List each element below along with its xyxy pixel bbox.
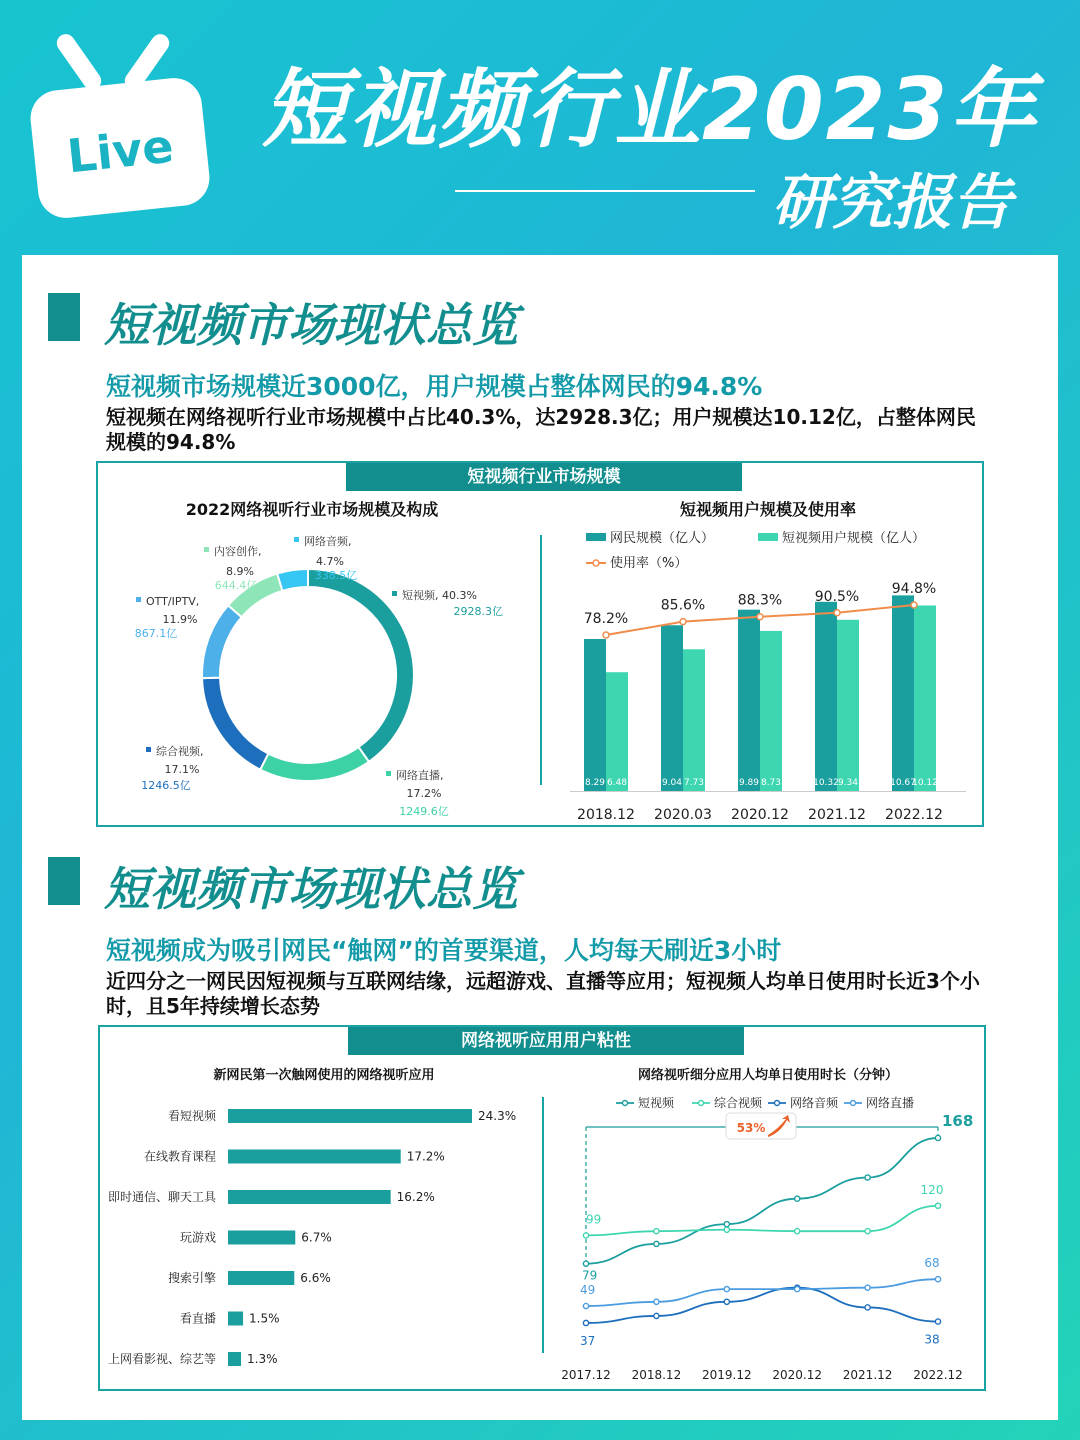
legend-label: 网民规模（亿人） (610, 531, 715, 546)
donut-label: 短视频, 40.3% (402, 589, 477, 602)
donut-percent: 11.9% (162, 613, 198, 626)
series-point (724, 1299, 729, 1304)
bar-internet-users (661, 625, 683, 791)
donut-label: 网络音频, (304, 535, 352, 548)
usage-rate-label: 78.2% (583, 611, 629, 627)
series-point (654, 1313, 659, 1318)
donut-value: 867.1亿 (134, 627, 178, 640)
legend-label: 网络音频 (790, 1096, 839, 1110)
legend-marker (851, 1101, 856, 1106)
series-point (795, 1286, 800, 1291)
donut-value: 2928.3亿 (453, 605, 503, 618)
donut-legend-marker (294, 537, 299, 542)
usage-rate-point (680, 619, 686, 625)
donut-chart (98, 463, 528, 823)
donut-slice-0 (308, 569, 414, 762)
panel-divider (542, 1097, 544, 1353)
series-point (935, 1203, 940, 1208)
donut-label: 内容创作, (214, 545, 262, 558)
usage-rate-label: 90.5% (814, 588, 860, 605)
series-point (654, 1299, 659, 1304)
donut-percent: 17.1% (164, 763, 200, 776)
series-point (865, 1175, 870, 1180)
donut-slice-5 (277, 569, 308, 591)
legend-marker (699, 1101, 704, 1106)
x-tick-label: 2022.12 (885, 807, 943, 823)
donut-percent: 17.2% (406, 787, 442, 800)
donut-value: 1249.6亿 (399, 805, 449, 818)
x-tick-label: 2021.12 (808, 807, 866, 823)
series-point (724, 1227, 729, 1232)
point-label: 168 (942, 1111, 974, 1130)
section-description: 近四分之一网民因短视频与互联网结缘，远超游戏、直播等应用；短视频人均单日使用时长近3个小时，且5年持续增长态势 (106, 969, 980, 1018)
bar-value-label: 8.73 (760, 778, 782, 788)
content-card (22, 255, 1058, 1420)
x-tick-label: 2019.12 (701, 1368, 752, 1382)
bar-internet-users (815, 602, 837, 791)
donut-value: 1246.5亿 (141, 779, 191, 792)
hbar-value-label: 6.6% (300, 1271, 331, 1285)
hbar-value-label: 24.3% (478, 1109, 517, 1123)
series-point (935, 1277, 940, 1282)
section-title: 短视频市场现状总览 (104, 862, 518, 916)
section-headline: 短视频市场规模近3000亿，用户规模占整体网民的94.8% (106, 372, 763, 401)
legend-swatch (758, 533, 778, 541)
hbar-category-label: 即时通信、聊天工具 (107, 1190, 216, 1204)
usage-rate-point (603, 632, 609, 638)
series-point (865, 1229, 870, 1234)
bar-shortvideo-users (606, 672, 628, 791)
donut-percent: 8.9% (226, 565, 254, 578)
x-tick-label: 2021.12 (842, 1368, 893, 1382)
legend-label: 使用率（%） (610, 556, 688, 571)
hbar-bar (228, 1190, 391, 1204)
usage-rate-label: 85.6% (660, 597, 706, 614)
growth-badge-label: 53% (736, 1121, 766, 1135)
donut-slice-2 (202, 678, 268, 770)
x-tick-label: 2020.03 (654, 807, 712, 823)
page-title: 短视频行业2023年 (262, 60, 1038, 160)
legend-marker (775, 1101, 780, 1106)
hbar-bar (228, 1150, 401, 1164)
bar-value-label: 7.73 (683, 778, 705, 788)
tv-logo-icon (30, 22, 210, 222)
section-title: 短视频市场现状总览 (104, 298, 518, 352)
usage-time-chart (546, 1027, 986, 1387)
point-label: 49 (580, 1283, 596, 1298)
panel-divider (540, 535, 542, 785)
point-label: 99 (586, 1212, 602, 1227)
donut-label: OTT/IPTV, (146, 595, 200, 608)
section-marker (48, 857, 80, 905)
series-line (586, 1288, 938, 1323)
bar-value-label: 10.67 (890, 778, 916, 788)
donut-slice-3 (202, 605, 242, 678)
x-tick-label: 2022.12 (913, 1368, 963, 1382)
series-point (935, 1135, 940, 1140)
hbar-value-label: 16.2% (396, 1190, 435, 1204)
series-point (795, 1196, 800, 1201)
hbar-category-label: 搜索引擎 (167, 1271, 216, 1285)
legend-label: 网络直播 (866, 1096, 915, 1110)
section-marker (48, 293, 80, 341)
series-point (795, 1229, 800, 1234)
hbar-bar (228, 1231, 295, 1245)
bar-value-label: 10.32 (813, 778, 839, 788)
usage-rate-point (757, 614, 763, 620)
panel-title: 短视频行业市场规模 (346, 463, 742, 491)
legend-label: 综合视频 (714, 1096, 763, 1110)
legend-marker (623, 1101, 628, 1106)
series-line (586, 1206, 938, 1236)
header (0, 0, 1080, 250)
hbar-value-label: 17.2% (406, 1149, 445, 1164)
series-point (865, 1285, 870, 1290)
point-label: 120 (920, 1182, 944, 1197)
chart-title: 网络视听细分应用人均单日使用时长（分钟） (637, 1068, 899, 1083)
series-point (724, 1286, 729, 1291)
panel-title: 网络视听应用用户粘性 (348, 1027, 744, 1055)
hbar-bar (228, 1352, 241, 1366)
bar-shortvideo-users (837, 620, 859, 791)
series-point (935, 1319, 940, 1324)
bar-value-label: 6.48 (606, 778, 628, 788)
donut-percent: 4.7% (316, 555, 344, 568)
section-headline: 短视频成为吸引网民“触网”的首要渠道，人均每天刷近3小时 (106, 936, 782, 965)
usage-rate-point (911, 602, 917, 608)
hbar-bar (228, 1312, 243, 1326)
usage-rate-label: 88.3% (737, 592, 783, 609)
bar-shortvideo-users (760, 631, 782, 791)
x-tick-label: 2018.12 (577, 807, 635, 823)
hbar-category-label: 看直播 (179, 1311, 216, 1326)
bar-value-label: 9.04 (661, 778, 683, 788)
x-tick-label: 2017.12 (561, 1368, 611, 1382)
subtitle-divider (455, 190, 755, 192)
series-point (724, 1222, 729, 1227)
bar-internet-users (892, 595, 914, 791)
series-line (586, 1279, 938, 1306)
hbar-category-label: 看短视频 (167, 1109, 216, 1123)
series-point (654, 1241, 659, 1246)
legend-swatch (586, 533, 606, 541)
hbar-bar (228, 1271, 294, 1285)
x-tick-label: 2020.12 (772, 1368, 823, 1382)
series-point (583, 1320, 588, 1325)
x-tick-label: 2020.12 (731, 807, 789, 823)
hbar-value-label: 1.3% (247, 1352, 278, 1366)
hbar-value-label: 6.7% (301, 1230, 332, 1245)
bar-value-label: 9.34 (837, 778, 859, 788)
hbar-bar (228, 1109, 472, 1123)
chart-title: 新网民第一次触网使用的网络视听应用 (213, 1068, 435, 1083)
market-panel (96, 461, 984, 827)
page-subtitle: 研究报告 (772, 168, 1012, 238)
bar-value-label: 8.29 (584, 778, 606, 788)
point-label: 68 (924, 1256, 940, 1271)
logo-text: Live (64, 118, 176, 184)
bar-shortvideo-users (914, 605, 936, 791)
donut-label: 网络直播, (396, 769, 444, 782)
bar-shortvideo-users (683, 649, 705, 791)
hbar-category-label: 上网看影视、综艺等 (107, 1352, 216, 1366)
donut-legend-marker (204, 547, 209, 552)
hbar-category-label: 玩游戏 (179, 1230, 216, 1245)
donut-legend-marker (386, 771, 391, 776)
bar-internet-users (584, 639, 606, 791)
donut-slice-1 (260, 747, 369, 781)
series-point (583, 1261, 588, 1266)
series-point (583, 1303, 588, 1308)
user-scale-chart (546, 463, 986, 823)
legend-marker (593, 560, 599, 566)
point-label: 38 (924, 1332, 940, 1347)
donut-value: 338.5亿 (314, 569, 358, 582)
chart-title: 短视频用户规模及使用率 (679, 500, 857, 519)
usage-rate-point (834, 610, 840, 616)
bar-value-label: 10.12 (912, 778, 938, 788)
point-label: 37 (580, 1333, 596, 1348)
hbar-category-label: 在线教育课程 (143, 1149, 216, 1164)
donut-label: 综合视频, (156, 745, 204, 758)
legend-label: 短视频用户规模（亿人） (782, 531, 926, 546)
chart-title: 2022网络视听行业市场规模及构成 (185, 500, 439, 519)
donut-legend-marker (146, 747, 151, 752)
series-point (654, 1229, 659, 1234)
hbar-value-label: 1.5% (249, 1311, 280, 1326)
point-label: 79 (582, 1268, 598, 1283)
series-line (586, 1138, 938, 1264)
donut-legend-marker (136, 597, 141, 602)
donut-legend-marker (392, 591, 397, 596)
legend-label: 短视频 (638, 1096, 675, 1110)
usage-rate-label: 94.8% (891, 581, 937, 597)
x-tick-label: 2018.12 (631, 1368, 682, 1382)
bar-internet-users (738, 610, 760, 791)
first-app-chart (100, 1027, 540, 1387)
series-point (583, 1233, 588, 1238)
donut-value: 644.4亿 (214, 579, 258, 592)
section-description: 短视频在网络视听行业市场规模中占比40.3%，达2928.3亿；用户规模达10.12亿，占整体网民规模的94.8% (106, 405, 976, 454)
bar-value-label: 9.89 (738, 778, 760, 788)
series-point (865, 1305, 870, 1310)
stickiness-panel (98, 1025, 986, 1391)
